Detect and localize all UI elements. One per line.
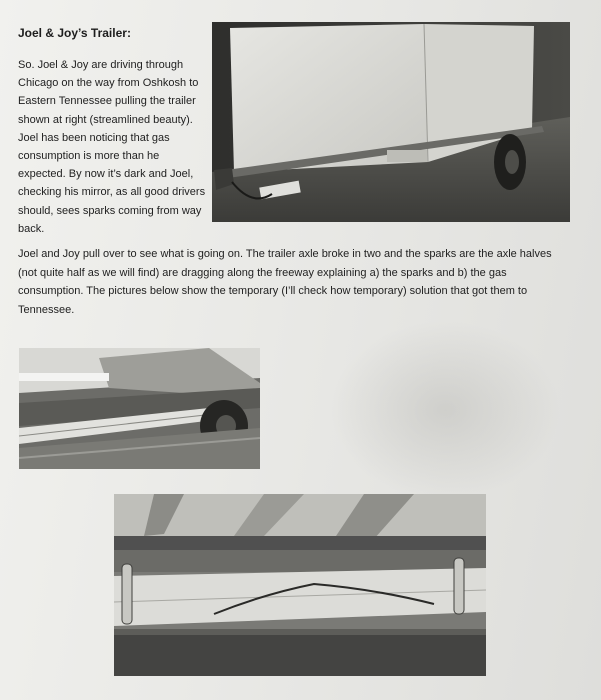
intro-paragraph: So. Joel & Joy are driving through Chicago on the way from Oshkosh to Eastern Tennessee pulling the trailer shown at right (streamlined beauty). Joel has been noticing that gas consumption is more than he expected. By now it’s dark and Joel, checking his mirror, as all good drivers should, sees sparks coming from way back. [18,59,206,235]
axle-repair-photo [19,348,260,469]
underside-repair-photo [114,494,486,676]
second-paragraph: Joel and Joy pull over to see what is going on. The trailer axle broke in two and the sparks are the axle halves (not quite half as we will find) are dragging along the freeway explaining a) the sparks and b) the gas consumption. The pictures below show the temporary (I’ll check how temporary) solution that got them to Tennessee. [18,248,552,316]
trailer-photo [212,22,570,222]
bleed-through-shadow [330,320,560,500]
document-title: Joel & Joy’s Trailer: [18,26,131,40]
